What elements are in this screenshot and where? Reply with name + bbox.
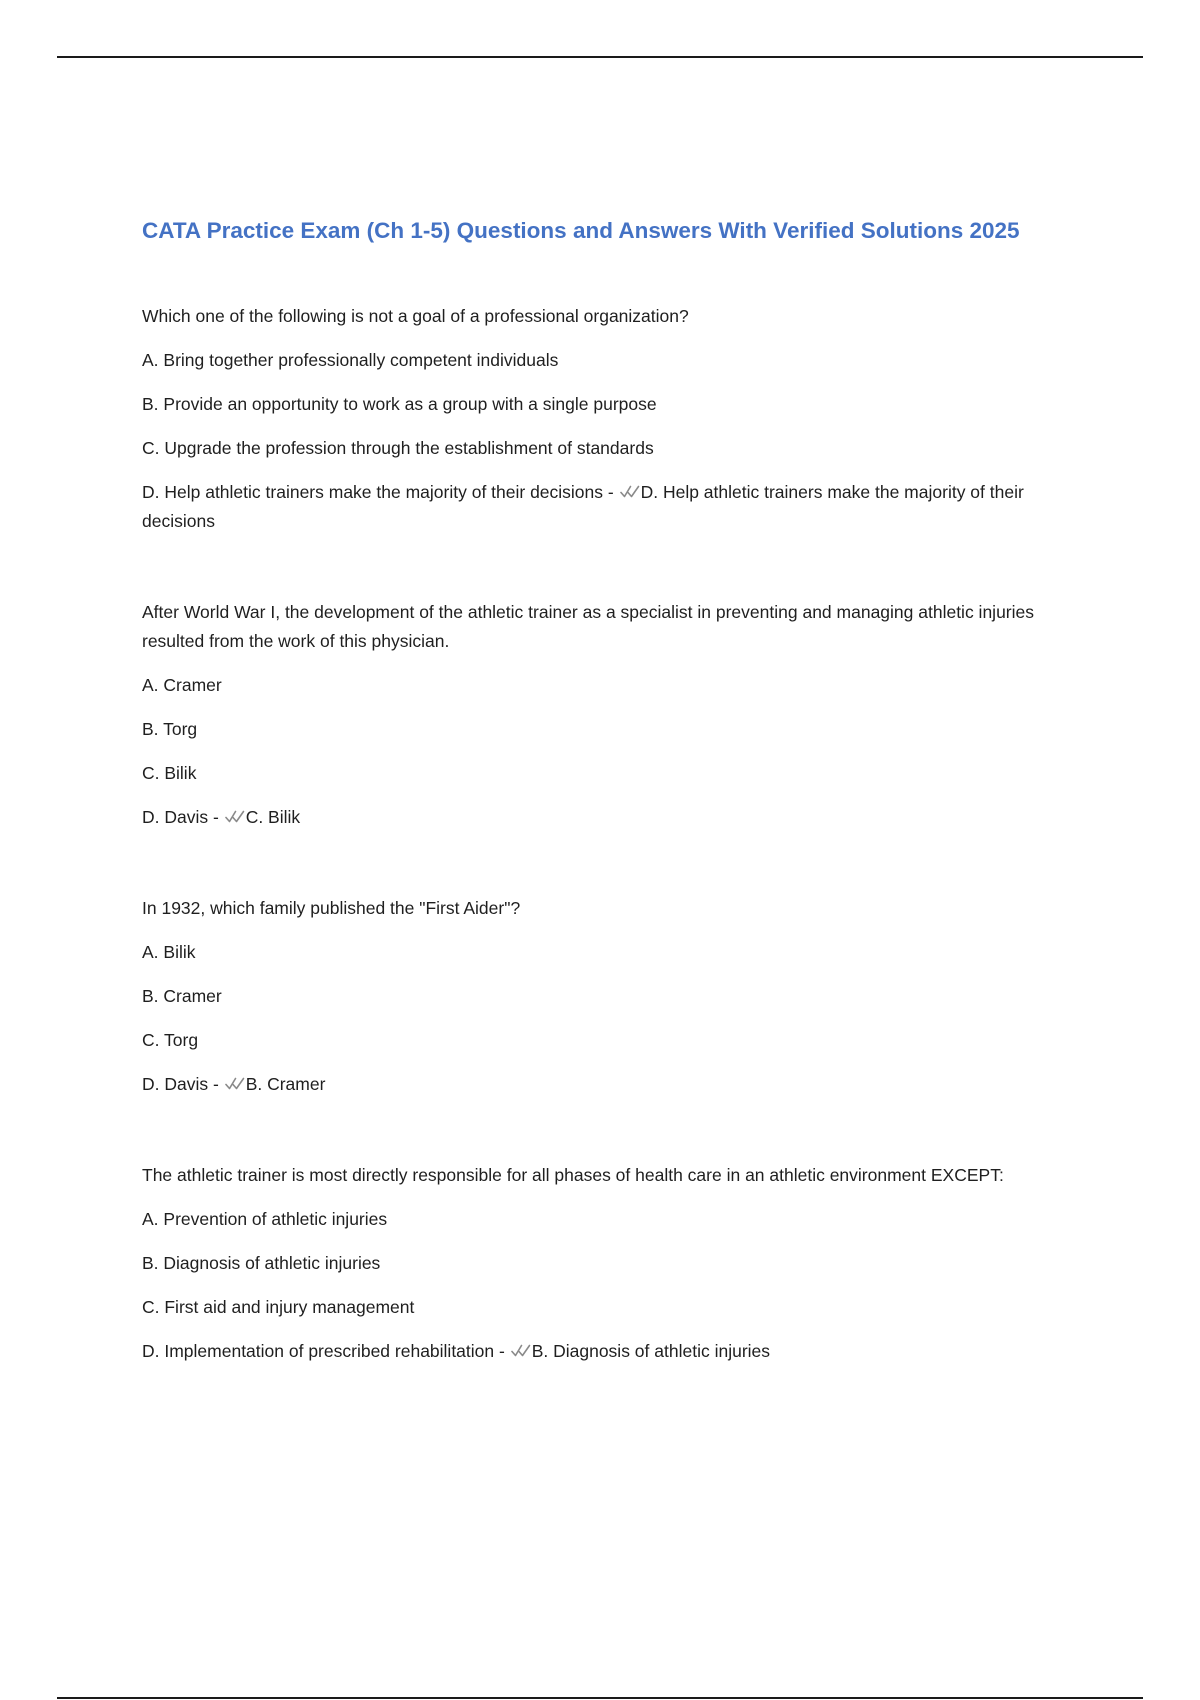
option-b: B. Torg	[142, 719, 198, 739]
option-d-with-answer	[142, 803, 1052, 832]
answer-text: C. Bilik	[245, 807, 301, 827]
answer-separator: -	[603, 482, 619, 502]
document-title: CATA Practice Exam (Ch 1-5) Questions and Answers With Verified Solutions 2025	[142, 218, 1020, 243]
option-a: A. Cramer	[142, 675, 222, 695]
question-list	[142, 302, 1052, 1366]
option-d: D. Implementation of prescribed rehabilitation	[142, 1341, 495, 1361]
double-check-icon	[511, 1342, 531, 1360]
option-b: B. Diagnosis of athletic injuries	[142, 1253, 381, 1273]
option-d: D. Help athletic trainers make the majority of their decisions	[142, 482, 604, 502]
question-text: The athletic trainer is most directly responsible for all phases of health care in an athletic environment EXCEPT:	[142, 1165, 1004, 1185]
option-d: D. Davis	[142, 1074, 209, 1094]
option-d-with-answer	[142, 1337, 1052, 1366]
answer-text: D. Help athletic trainers make the majority of their decisions	[142, 482, 1024, 531]
question-block-1	[142, 302, 1052, 536]
footer-rule	[57, 1697, 1143, 1699]
option-a: A. Prevention of athletic injuries	[142, 1209, 388, 1229]
answer-separator: -	[208, 1074, 224, 1094]
answer-text: B. Diagnosis of athletic injuries	[531, 1341, 771, 1361]
option-b: B. Cramer	[142, 986, 222, 1006]
double-check-icon	[225, 1075, 245, 1093]
option-c: C. Torg	[142, 1030, 199, 1050]
question-text: After World War I, the development of the athletic trainer as a specialist in preventing and managing athletic injuries resulted from the work of this physician.	[142, 602, 1034, 651]
document-body	[142, 214, 1052, 1428]
question-text: Which one of the following is not a goal of a professional organization?	[142, 306, 689, 326]
option-a: A. Bilik	[142, 942, 196, 962]
option-a: A. Bring together professionally competent individuals	[142, 350, 559, 370]
option-c: C. Upgrade the profession through the establishment of standards	[142, 438, 654, 458]
answer-separator: -	[208, 807, 224, 827]
double-check-icon	[225, 808, 245, 826]
answer-separator: -	[494, 1341, 510, 1361]
header-rule	[57, 56, 1143, 58]
question-text: In 1932, which family published the "First Aider"?	[142, 898, 521, 918]
option-d-with-answer	[142, 1070, 1052, 1099]
question-block-4	[142, 1161, 1052, 1366]
answer-text: B. Cramer	[245, 1074, 326, 1094]
option-b: B. Provide an opportunity to work as a group with a single purpose	[142, 394, 657, 414]
option-d-with-answer	[142, 478, 1052, 536]
option-c: C. First aid and injury management	[142, 1297, 415, 1317]
option-d: D. Davis	[142, 807, 209, 827]
option-c: C. Bilik	[142, 763, 197, 783]
question-block-3	[142, 894, 1052, 1099]
double-check-icon	[620, 483, 640, 501]
question-block-2	[142, 598, 1052, 832]
